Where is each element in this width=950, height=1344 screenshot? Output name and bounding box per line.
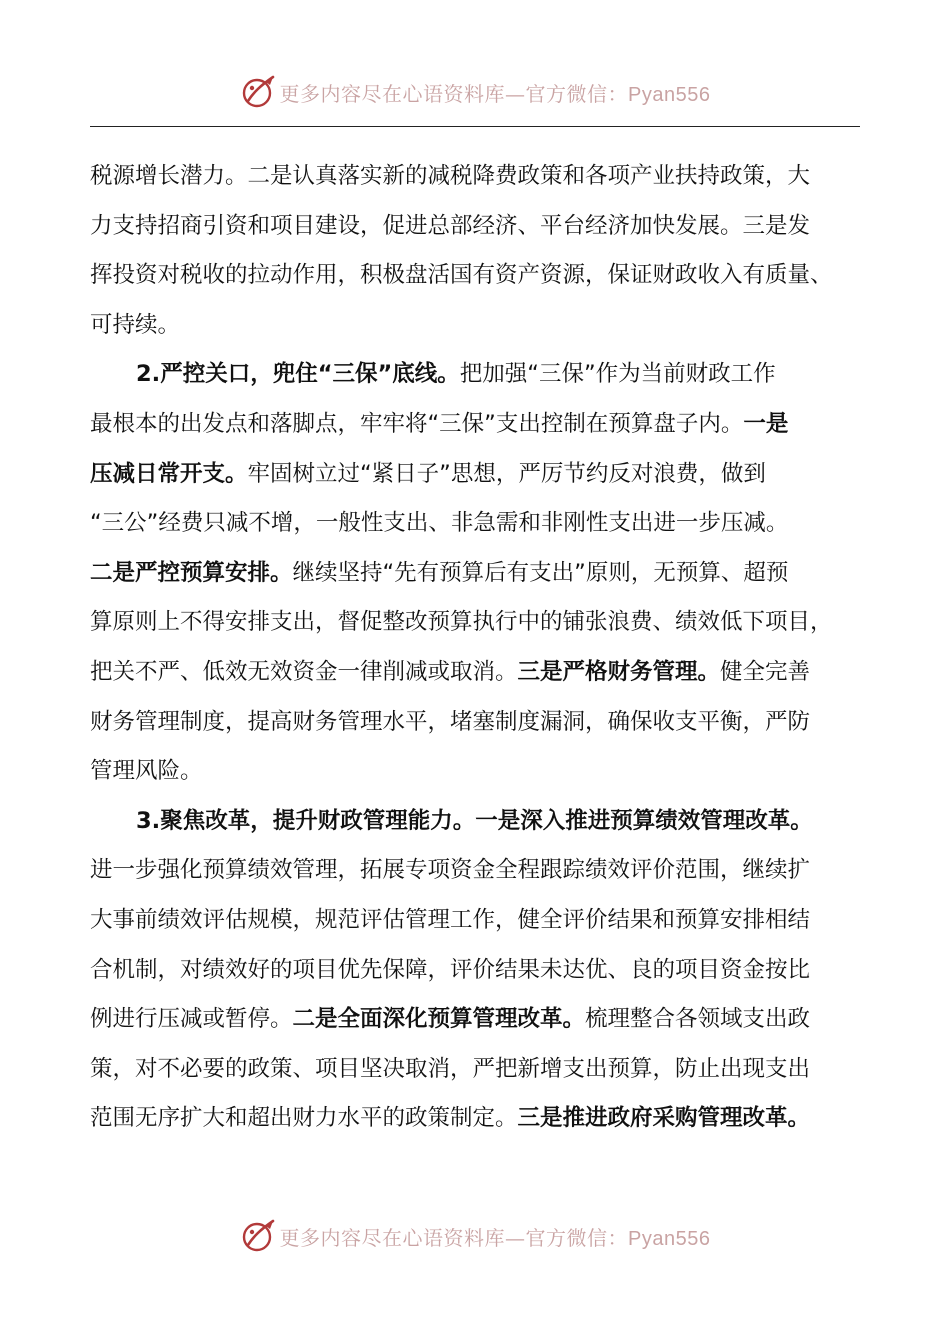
body-text: 梳理整合各领域支出政: [585, 1006, 811, 1033]
section-3-heading-line: [90, 797, 870, 847]
body-line: 税源增长潜力。二是认真落实新的减税降费政策和各项产业扶持政策，大: [90, 163, 811, 189]
body-line: [90, 995, 870, 1045]
section-2-heading: 2.严控关口，兜住“三保”底线。: [136, 361, 460, 388]
bold-text: 二是严控预算安排。: [90, 559, 293, 586]
footer-wechat-id: Pyan556: [628, 1227, 711, 1250]
body-line: 财务管理制度，提高财务管理水平，堵塞制度漏洞，确保收支平衡，严防: [90, 708, 811, 735]
body-line: 合机制，对绩效好的项目优先保障，评价结果未达优、良的项目资金按比: [90, 956, 811, 983]
bold-text: 三是推进政府采购管理改革。: [517, 1105, 811, 1132]
body-line: 挥投资对税收的拉动作用，积极盘活国有资产资源，保证财政收入有质量、: [90, 262, 833, 289]
bold-text: 一是: [743, 410, 789, 437]
body-text: 健全完善: [720, 658, 811, 685]
header-banner: 更多内容尽在心语资料库—官方微信：Pyan556: [279, 81, 711, 106]
body-text: 把加强“三保”作为当前财政工作: [459, 361, 776, 388]
body-line: [90, 400, 870, 450]
body-text: 牢固树立过“紧日子”思想，严厉节约反对浪费，做到: [247, 460, 766, 487]
body-text: 例进行压减或暂停。: [90, 1006, 293, 1033]
body-text: 继续坚持“先有预算后有支出”原则，无预算、超预: [292, 559, 789, 586]
section-3-heading: 3.聚焦改革，提升财政管理能力。一是深入推进预算绩效管理改革。: [136, 807, 813, 834]
bold-text: 三是严格财务管理。: [517, 658, 721, 685]
document-body: [90, 152, 870, 1144]
body-line: “三公”经费只减不增，一般性支出、非急需和非刚性支出进一步压减。: [90, 510, 789, 537]
footer-banner: 更多内容尽在心语资料库—官方微信：Pyan556: [279, 1225, 711, 1250]
body-text: 最根本的出发点和落脚点，牢牢将“三保”支出控制在预算盘子内。: [90, 410, 744, 437]
header-divider: [90, 126, 860, 127]
body-line: 进一步强化预算绩效管理，拓展专项资金全程跟踪绩效评价范围，继续扩: [90, 857, 811, 884]
page-header: [0, 72, 950, 112]
body-line: [90, 450, 870, 500]
body-line: [90, 549, 870, 599]
bold-text: 二是全面深化预算管理改革。: [292, 1006, 586, 1033]
body-line: 算原则上不得安排支出，督促整改预算执行中的铺张浪费、绩效低下项目，: [90, 609, 833, 636]
body-line: 管理风险。: [90, 758, 203, 785]
section-2-heading-line: [90, 350, 870, 400]
body-line: 力支持招商引资和项目建设，促进总部经济、平台经济加快发展。三是发: [90, 212, 811, 239]
logo-icon: [240, 1218, 276, 1254]
logo-icon: [240, 74, 276, 110]
body-line: [90, 648, 870, 698]
body-line: 策，对不必要的政策、项目坚决取消，严把新增支出预算，防止出现支出: [90, 1055, 811, 1082]
body-text: 把关不严、低效无效资金一律削减或取消。: [90, 658, 518, 685]
page-footer: [0, 1216, 950, 1256]
bold-text: 压减日常开支。: [90, 460, 248, 487]
body-line: 大事前绩效评估规模，规范评估管理工作，健全评价结果和预算安排相结: [90, 906, 811, 933]
body-line: 可持续。: [90, 311, 181, 338]
header-wechat-id: Pyan556: [628, 83, 711, 106]
body-text: 范围无序扩大和超出财力水平的政策制定。: [90, 1105, 518, 1132]
body-line: [90, 1094, 870, 1144]
